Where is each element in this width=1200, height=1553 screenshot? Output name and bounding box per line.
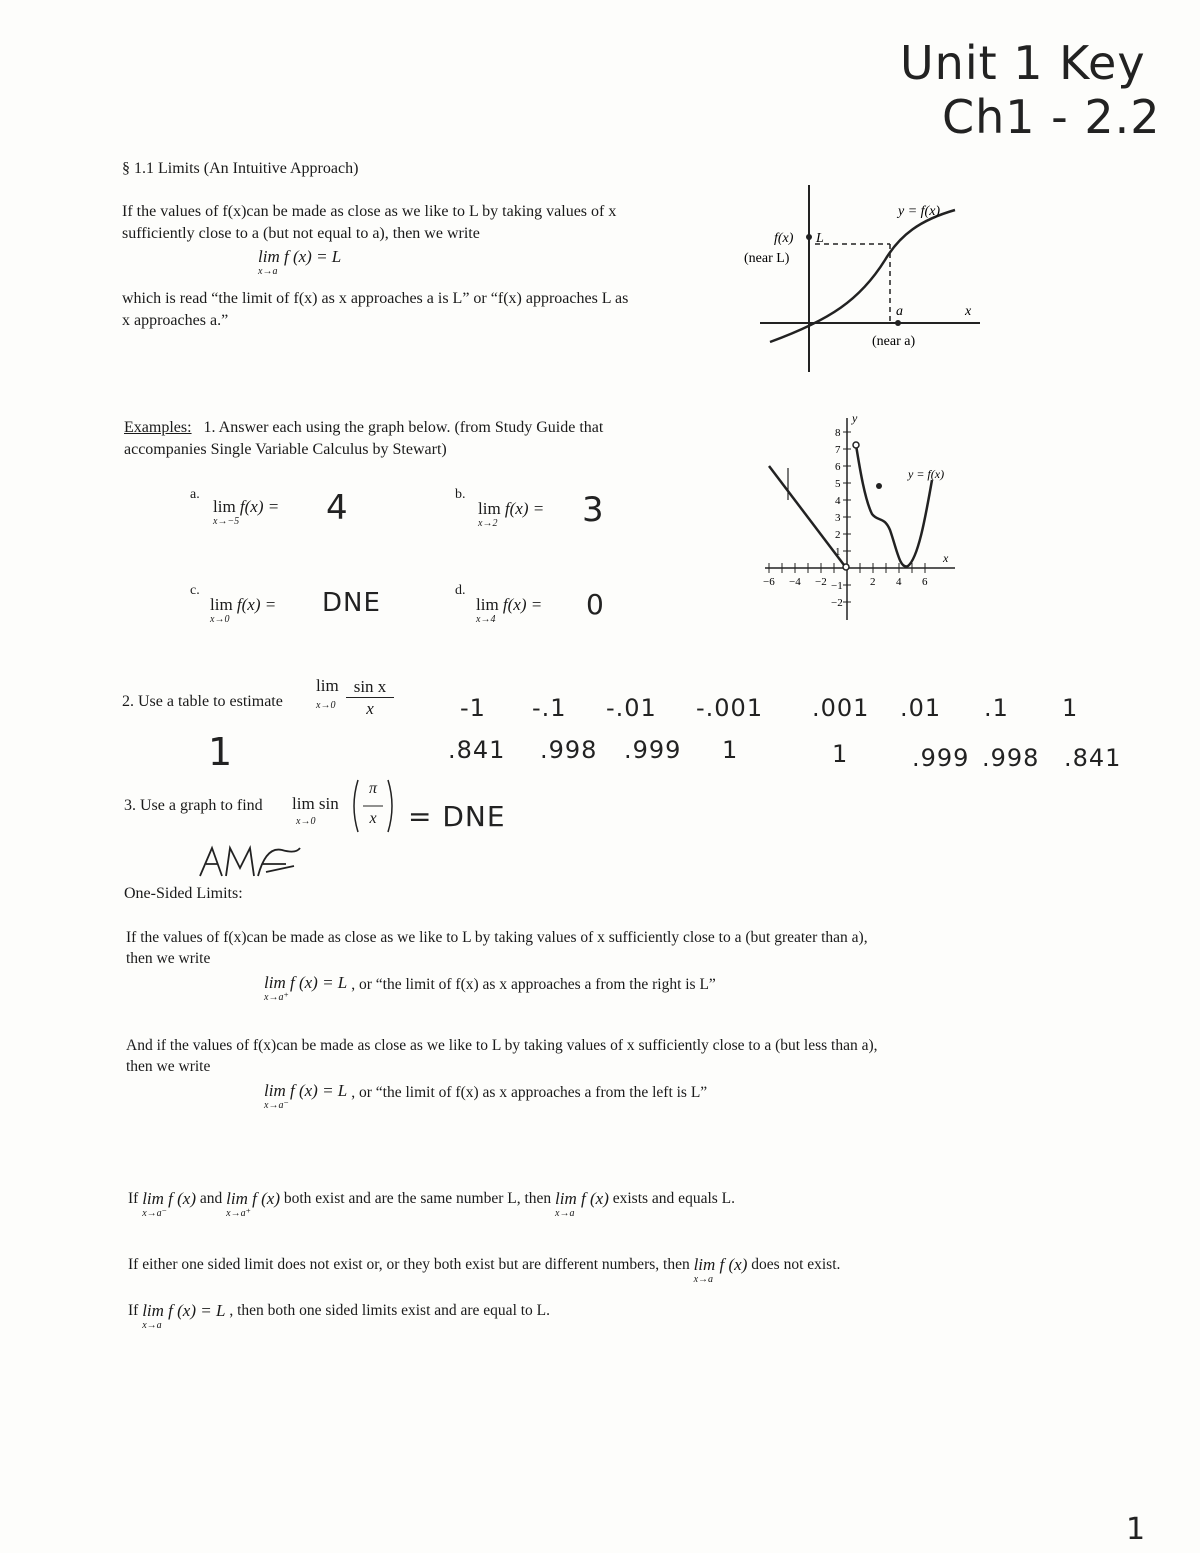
q2-y-5: .999 [912, 744, 970, 772]
fig2-ytick-8: 8 [835, 427, 841, 439]
left-def-line-1: And if the values of f(x)can be made as close as we like to L by taking values of x sufficiently close to a (but less than a), [126, 1037, 878, 1054]
q2-y-3: 1 [722, 736, 739, 764]
q2-x-4: .001 [812, 694, 870, 722]
fig2-ytick-3: 3 [835, 512, 841, 524]
q2-y-0: .841 [448, 736, 506, 764]
q2-x-7: 1 [1062, 694, 1079, 722]
example-d-limit: lim f(x) = x→4 [476, 595, 543, 625]
example-b-limit: lim f(x) = x→2 [478, 499, 545, 529]
example-d-answer: 0 [586, 588, 605, 621]
fig1-near-L: (near L) [744, 251, 790, 266]
theorem-1: If lim f (x) x→a⁻ and lim f (x) x→a⁺ both exist and are the same number L, then lim f (x) x→a exists and equals L. [128, 1189, 736, 1219]
fig2-solid-dot [876, 483, 882, 489]
example-b-answer: 3 [582, 490, 605, 530]
example-a-answer: 4 [326, 488, 349, 528]
q3-answer: = DNE [408, 800, 506, 833]
q2-denominator: x [366, 699, 374, 718]
left-limit-formula: lim f (x) = L x→a⁻ [264, 1081, 348, 1111]
examples-label: Examples: [124, 419, 192, 436]
fig1-a-dot [895, 320, 901, 326]
fig2-right-curve [856, 445, 932, 567]
fig2-ytick-neg2: −2 [831, 597, 843, 609]
q3-limit: lim sin x→0 [292, 794, 339, 827]
header-subtitle: Ch1 - 2.2 [942, 90, 1161, 144]
fig1-fx-label: f(x) [774, 231, 794, 246]
fig1-L-dot [806, 234, 812, 240]
left-def-line-2: then we write [126, 1058, 211, 1075]
one-sided-title: One-Sided Limits: [124, 885, 243, 902]
fig2-xtick-neg2: −2 [815, 576, 827, 588]
fig1-a-label: a [896, 304, 903, 319]
definition-line-2: sufficiently close to a (but not equal to a), then we write [122, 225, 480, 242]
fig2-ytick-1: 1 [835, 546, 841, 558]
q2-y-4: 1 [832, 740, 849, 768]
q2-y-1: .998 [540, 736, 598, 764]
fig2-x-label: x [943, 551, 949, 565]
fig2-ytick-5: 5 [835, 478, 841, 490]
page-mark: 1 [1126, 1512, 1147, 1547]
fig2-open-dot-top [853, 442, 859, 448]
q2-y-2: .999 [624, 736, 682, 764]
q2-x-6: .1 [984, 694, 1009, 722]
fig2-ytick-2: 2 [835, 529, 841, 541]
q3-denominator: x [369, 810, 377, 827]
left-limit-row: lim f (x) = L x→a⁻ , or “the limit of f(x) as x approaches a from the left is L” [264, 1081, 708, 1111]
fig1-L-label: L [816, 231, 824, 246]
definition-line-1: If the values of f(x)can be made as close as we like to L by taking values of x [122, 203, 617, 220]
fig2-open-dot-left [843, 564, 849, 570]
q2-fraction [346, 676, 394, 720]
fig2-xtick-2: 2 [870, 576, 876, 588]
example-b-letter: b. [455, 487, 466, 502]
fig2-curve-label: y = f(x) [908, 467, 945, 481]
handwritten-initials [196, 836, 306, 886]
q2-y-7: .841 [1064, 744, 1122, 772]
read-line-2: x approaches a.” [122, 312, 229, 329]
q2-text: 2. Use a table to estimate [122, 693, 283, 710]
fig1-curve-label: y = f(x) [898, 204, 941, 219]
example-a-letter: a. [190, 487, 200, 502]
example-c-answer: DNE [322, 588, 381, 618]
fig2-ytick-4: 4 [835, 495, 841, 507]
example-c-limit: lim f(x) = x→0 [210, 595, 277, 625]
q2-answer: 1 [208, 730, 233, 774]
fig2-ytick-6: 6 [835, 461, 841, 473]
fig2-xtick-6: 6 [922, 576, 928, 588]
fig2-left-segment [769, 466, 844, 565]
fig2-ytick-7: 7 [835, 444, 841, 456]
fig2-xtick-4: 4 [896, 576, 902, 588]
definition-formula: lim f (x) = L x→a [258, 247, 342, 277]
q2-limit: lim x→0 [316, 676, 339, 711]
q3-text: 3. Use a graph to find [124, 797, 263, 814]
theorem-2: If either one sided limit does not exist or, or they both exist but are different numbers, then lim f (x) x→a does not exist. [128, 1255, 841, 1285]
q2-y-6: .998 [982, 744, 1040, 772]
limit-definition-graph [740, 180, 1000, 380]
fig2-xtick-neg4: −4 [789, 576, 801, 588]
example-graph [760, 410, 970, 625]
q2-numerator: sin x [346, 676, 394, 698]
q3-numerator: π [368, 780, 377, 797]
fig1-near-a: (near a) [872, 334, 916, 349]
fig1-x-label: x [965, 304, 972, 319]
examples-intro: Examples: 1. Answer each using the graph below. (from Study Guide that [124, 419, 604, 436]
theorem-3: If lim f (x) = L x→a , then both one sided limits exist and are equal to L. [128, 1301, 551, 1331]
q2-x-2: -.01 [606, 694, 657, 722]
example-d-letter: d. [455, 583, 466, 598]
example-c-letter: c. [190, 583, 200, 598]
q2-x-3: -.001 [696, 694, 764, 722]
read-line-1: which is read “the limit of f(x) as x approaches a is L” or “f(x) approaches L as [122, 290, 629, 307]
q2-x-0: -1 [460, 694, 486, 722]
fig2-y-label: y [852, 411, 858, 425]
example-a-limit: lim f(x) = x→−5 [213, 497, 280, 527]
right-limit-formula: lim f (x) = L x→a⁺ [264, 973, 348, 1003]
fig2-ytick-neg1: −1 [831, 580, 843, 592]
fig2-xtick-neg6: −6 [763, 576, 775, 588]
q2-x-5: .01 [900, 694, 942, 722]
right-def-line-2: then we write [126, 950, 211, 967]
header-title: Unit 1 Key [900, 36, 1146, 90]
section-title: § 1.1 Limits (An Intuitive Approach) [122, 160, 359, 177]
q2-x-1: -.1 [532, 694, 567, 722]
right-def-line-1: If the values of f(x)can be made as close as we like to L by taking values of x sufficiently close to a (but greater than a), [126, 929, 868, 946]
right-limit-row: lim f (x) = L x→a⁺ , or “the limit of f(x) as x approaches a from the right is L” [264, 973, 716, 1003]
examples-intro-2: accompanies Single Variable Calculus by Stewart) [124, 441, 447, 458]
